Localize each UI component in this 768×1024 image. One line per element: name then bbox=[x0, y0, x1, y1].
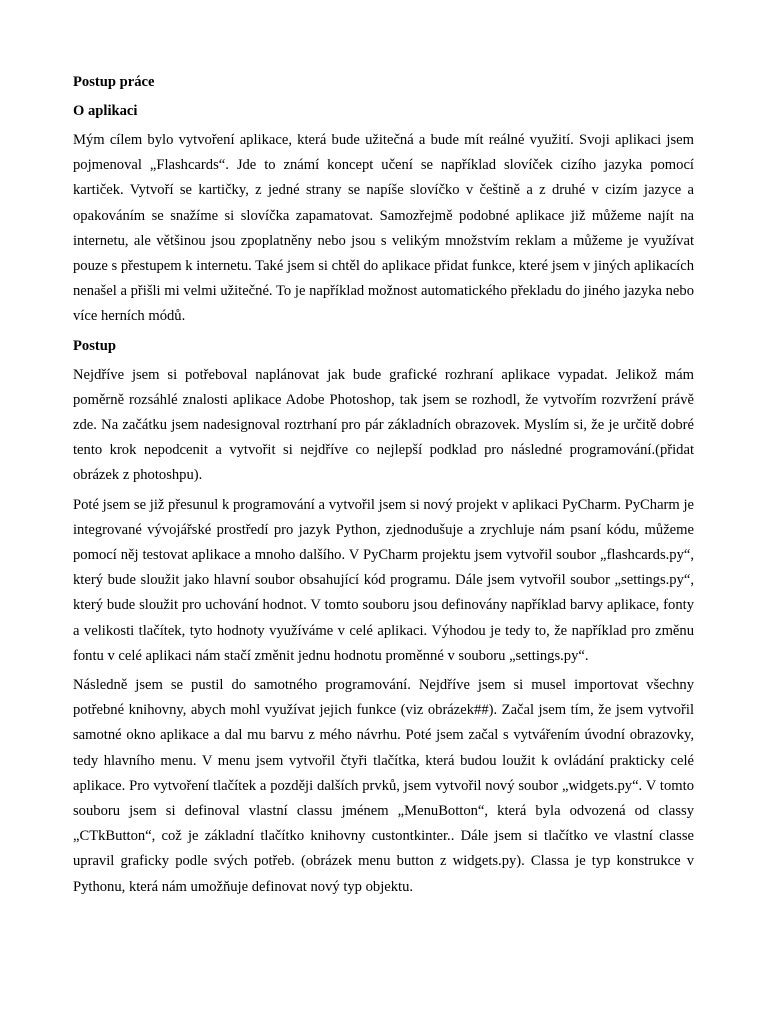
section-heading-o-aplikaci: O aplikaci bbox=[73, 103, 138, 119]
document-page bbox=[73, 70, 694, 904]
paragraph-postup-2: Poté jsem se již přesunul k programování a vytvořil jsem si nový projekt v aplikaci PyCharm. PyCharm je integrované vývojářské prostředí pro jazyk Python, zjednodušuje a zrychluje nám psaní kódu, můžeme pomocí něj testovat aplikace a mnoho dalšího. V PyCharm projektu jsem vytvořil soubor „flashcards.py“, který bude sloužit jako hlavní soubor obsahující kód programu. Dále jsem vytvořil soubor „settings.py“, který bude sloužit pro uchování hodnot. V tomto souboru jsou definovány například barvy aplikace, fonty a velikosti tlačítek, tyto hodnoty využíváme v celé aplikaci. Výhodou je tedy to, že například pro změnu fontu v celé aplikaci nám stačí změnit jednu hodnotu proměnné v souboru „settings.py“. bbox=[73, 496, 694, 664]
paragraph-o-aplikaci: Mým cílem bylo vytvoření aplikace, která bude užitečná a bude mít reálné využití. Svoji aplikaci jsem pojmenoval „Flashcards“. Jde to známí koncept učení se například slovíček cizího jazyka pomocí kartiček. Vytvoří se kartičky, z jedné strany se napíše slovíčko v češtině a z druhé v cizím jazyce a opakováním se snažíme si slovíčka zapamatovat. Samozřejmě podobné aplikace již můžeme najít na internetu, ale většinou jsou zpoplatněny nebo jsou s velikým množstvím reklam a můžeme je využívat pouze s přestupem k internetu. Také jsem si chtěl do aplikace přidat funkce, které jsem v jiných aplikacích nenašel a přišli mi velmi užitečné. To je například možnost automatického překladu do jiného jazyka nebo více herních módů. bbox=[73, 132, 694, 325]
document-title: Postup práce bbox=[73, 74, 155, 90]
paragraph-postup-3: Následně jsem se pustil do samotného programování. Nejdříve jsem si musel importovat všechny potřebné knihovny, abych mohl využívat jejich funkce (viz obrázek##). Začal jsem tím, že jsem vytvořil samotné okno aplikace a dal mu barvu z mého návrhu. Poté jsem začal s vytvářením úvodní obrazovky, tedy hlavního menu. V menu jsem vytvořil čtyři tlačítka, která budou loužit k ovládání prakticky celé aplikace. Pro vytvoření tlačítek a později dalších prvků, jsem vytvořil nový soubor „widgets.py“. V tomto souboru jsem si definoval vlastní classu jménem „MenuBotton“, která byla odvozená od classy „CTkButton“, což je základní tlačítko knihovny custontkinter.. Dále jsem si tlačítko ve vlastní classe upravil graficky podle svých potřeb. (obrázek menu button z widgets.py). Classa je typ konstrukce v Pythonu, která nám umožňuje definovat nový typ objektu. bbox=[73, 677, 694, 895]
section-heading-postup: Postup bbox=[73, 337, 116, 354]
paragraph-postup-1: Nejdříve jsem si potřeboval naplánovat jak bude grafické rozhraní aplikace vypadat. Jelikož mám poměrně rozsáhlé znalosti aplikace Adobe Photoshop, tak jsem se rozhodl, že vytvořím rozvržení právě zde. Na začátku jsem nadesignoval roztrhaní pro pár základních obrazovek. Myslím si, že je určitě dobré tento krok nepodcenit a vytvořit si nejdříve co nejlepší podklad pro následné programování.(přidat obrázek z photoshpu). bbox=[73, 366, 694, 484]
